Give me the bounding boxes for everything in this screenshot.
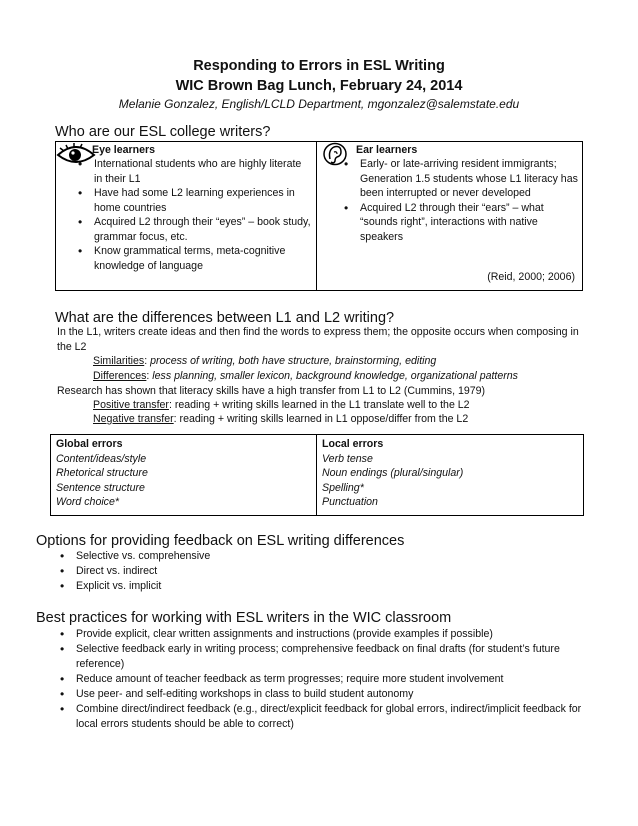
global-error-item: Rhetorical structure <box>56 467 148 479</box>
list-item: • Direct vs. indirect <box>56 564 576 579</box>
differences-label: Differences <box>93 370 147 382</box>
eye-learners-cell <box>92 143 312 158</box>
eye-learners-list <box>74 157 312 273</box>
local-error-item: Punctuation <box>322 496 378 508</box>
positive-transfer-label: Positive transfer <box>93 399 169 411</box>
section2-heading: What are the differences between L1 and L2 writing? <box>55 310 395 326</box>
list-item: • Reduce amount of teacher feedback as term progresses; require more student involvement <box>56 672 586 687</box>
positive-transfer-line <box>93 398 593 413</box>
eye-learners-list-wrap <box>74 157 312 273</box>
list-item: • Know grammatical terms, meta-cognitive knowledge of language <box>74 244 312 273</box>
ear-learners-list <box>340 157 580 244</box>
eye-learners-title: Eye learners <box>92 144 156 156</box>
list-item: • International students who are highly literate in their L1 <box>74 157 312 186</box>
ear-learners-list-wrap <box>340 157 580 244</box>
document-title: Responding to Errors in ESL Writing <box>193 58 445 74</box>
list-item: • Early- or late-arriving resident immigrants; Generation 1.5 students whose L1 literacy has been interrupted or never developed <box>340 157 580 201</box>
list-item: • Combine direct/indirect feedback (e.g., direct/explicit feedback for global errors, indirect/implicit feedback for local errors students should be able to correct) <box>56 702 586 732</box>
list-item: • Acquired L2 through their “ears” – what “sounds right”, interactions with native speakers <box>340 201 580 245</box>
list-item: • Use peer- and self-editing workshops in class to build student autonomy <box>56 687 586 702</box>
event-line: WIC Brown Bag Lunch, February 24, 2014 <box>175 78 463 94</box>
practices-list <box>56 627 586 732</box>
list-item: • Acquired L2 through their “eyes” – book study, grammar focus, etc. <box>74 215 312 244</box>
local-errors-cell <box>322 437 572 510</box>
options-list-wrap <box>56 549 576 594</box>
list-item: • Provide explicit, clear written assignments and instructions (provide examples if possible) <box>56 627 586 642</box>
similarities-label: Similarities <box>93 355 145 367</box>
list-item: • Have had some L2 learning experiences in home countries <box>74 186 312 215</box>
differences-line: Differences: less planning, smaller lexicon, background knowledge, organizational patterns <box>93 370 518 382</box>
local-error-item: Noun endings (plural/singular) <box>322 467 464 479</box>
options-list <box>56 549 576 594</box>
global-errors-title: Global errors <box>56 438 123 450</box>
section3-heading: Options for providing feedback on ESL writing differences <box>36 533 405 549</box>
similarities-text: process of writing, both have structure, brainstorming, editing <box>150 355 437 367</box>
list-item: • Selective vs. comprehensive <box>56 549 576 564</box>
negative-transfer-text: : reading + writing skills learned in L1 oppose/differ from the L2 <box>173 413 469 425</box>
positive-transfer-text: : reading + writing skills learned in the L1 translate well to the L2 <box>168 399 470 411</box>
local-errors-title: Local errors <box>322 438 384 450</box>
global-error-item: Sentence structure <box>56 481 145 494</box>
local-error-item: Spelling* <box>322 481 364 494</box>
similarities-line: Similarities: process of writing, both have structure, brainstorming, editing <box>93 355 437 367</box>
section1-heading: Who are our ESL college writers? <box>55 124 271 140</box>
ear-learners-cell <box>356 143 576 158</box>
list-item: • Selective feedback early in writing process; comprehensive feedback on final drafts (for student’s future reference) <box>56 642 586 672</box>
author-line: Melanie Gonzalez, English/LCLD Department, mgonzalez@salemstate.edu <box>118 97 520 111</box>
section4-heading: Best practices for working with ESL writers in the WIC classroom <box>36 610 452 626</box>
citation: (Reid, 2000; 2006) <box>487 271 575 283</box>
global-error-item: Word choice* <box>56 496 119 508</box>
negative-transfer-line <box>93 412 593 427</box>
practices-list-wrap <box>56 627 586 732</box>
local-error-item: Verb tense <box>322 452 373 465</box>
differences-text: less planning, smaller lexicon, background knowledge, organizational patterns <box>152 370 518 382</box>
list-item: • Explicit vs. implicit <box>56 579 576 594</box>
global-error-item: Content/ideas/style <box>56 452 147 465</box>
negative-transfer-label: Negative transfer <box>93 413 174 425</box>
ear-learners-title: Ear learners <box>356 144 418 156</box>
section2-intro: In the L1, writers create ideas and then find the words to express them; the opposite occurs when composing in the L2 <box>57 326 579 353</box>
research-line: Research has shown that literacy skills have a high transfer from L1 to L2 (Cummins, 1979) <box>57 385 486 397</box>
global-errors-cell <box>56 437 306 510</box>
